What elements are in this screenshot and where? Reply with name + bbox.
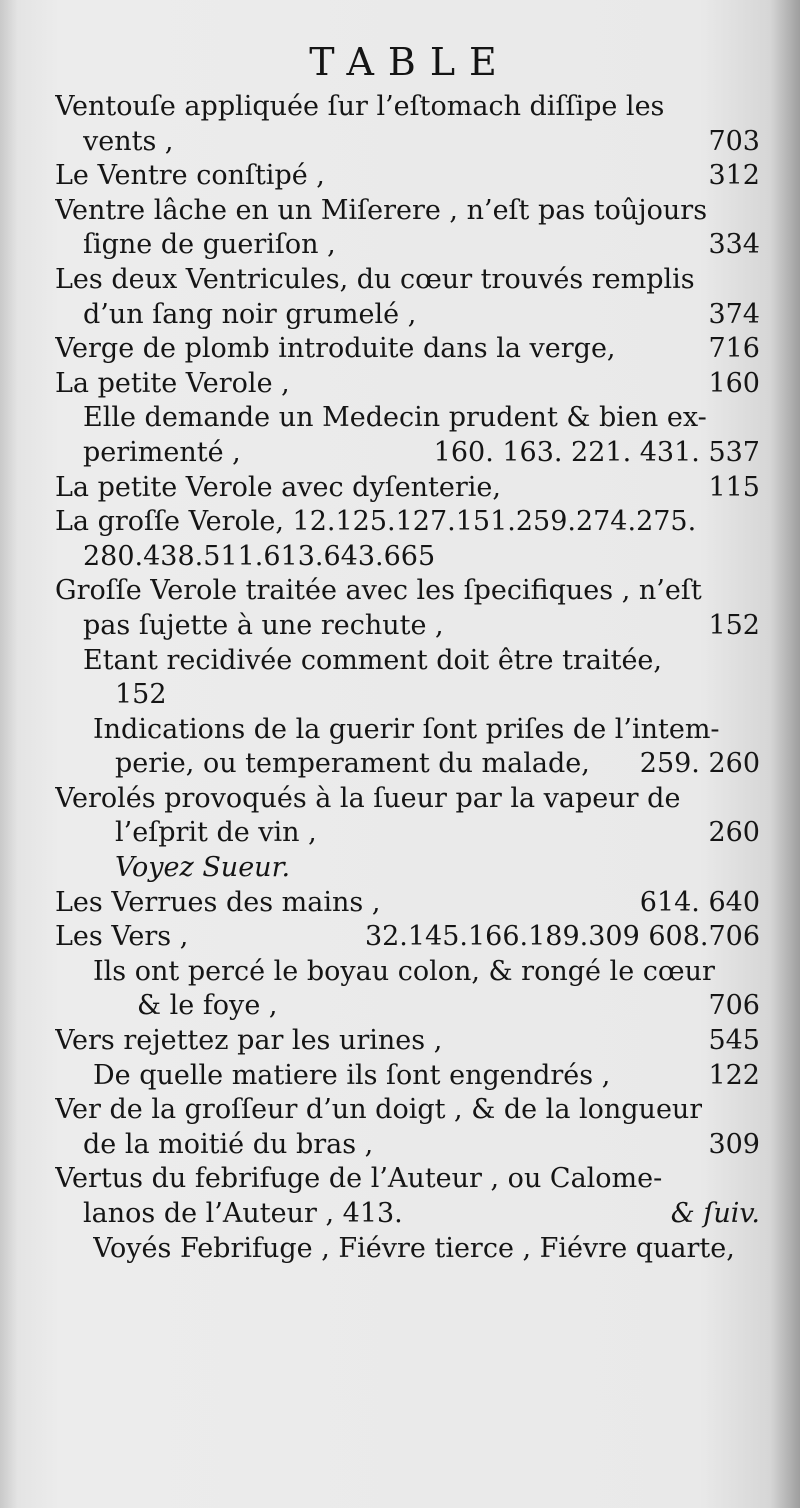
index-text: & le foye , — [137, 990, 278, 1022]
index-line — [55, 332, 760, 367]
page-ref — [748, 1232, 760, 1267]
page-ref: 160 — [708, 367, 760, 399]
index-line — [55, 401, 760, 436]
index-text: lanos de l’Auteur , 413. — [83, 1198, 403, 1229]
index-line — [55, 1024, 760, 1059]
index-line — [55, 609, 760, 644]
index-text: d’un ſang noir grumelé , — [83, 298, 417, 330]
page-ref: 545 — [708, 1025, 760, 1057]
index-line — [55, 955, 760, 990]
index-line — [55, 782, 760, 817]
page-ref: 312 — [708, 160, 760, 192]
page-ref — [748, 505, 760, 540]
index-text: Ver de la groſſeur d’un doigt , & de la longueur — [55, 1094, 703, 1126]
page-ref: 309 — [708, 1128, 760, 1160]
index-line — [55, 1197, 760, 1232]
index-line — [55, 574, 760, 609]
index-line — [55, 505, 760, 540]
index-text: Vers rejettez par les urines , — [55, 1025, 443, 1057]
page-ref — [748, 540, 760, 575]
index-line — [55, 436, 760, 471]
index-text: De quelle matiere ils ſont engendrés , — [93, 1059, 611, 1091]
page-ref — [748, 194, 760, 229]
index-line — [55, 194, 760, 229]
page-ref: 334 — [708, 229, 760, 261]
index-line — [55, 125, 760, 160]
index-line — [55, 90, 760, 125]
index-line — [55, 159, 760, 194]
page-ref: 716 — [708, 333, 760, 365]
index-text: Ils ont percé le boyau colon, & rongé le cœur — [93, 955, 715, 987]
index-text: Voyés Febrifuge , Fiévre tierce , Fiévre quarte, — [93, 1232, 735, 1264]
index-text: Elle demande un Medecin prudent & bien ex- — [83, 402, 707, 434]
page-ref: 614. 640 — [639, 886, 760, 918]
page-ref: 706 — [708, 990, 760, 1022]
index-text: La petite Verole , — [55, 367, 290, 399]
index-line — [55, 1059, 760, 1094]
index-text: Verolés provoqués à la ſueur par la vapeur de — [55, 782, 681, 814]
index-line — [55, 747, 760, 782]
index-text: vents , — [83, 125, 174, 157]
index-text: La petite Verole avec dyſenterie, — [55, 471, 501, 503]
page-ref: 32.145.166.189.309 608.706 — [364, 921, 760, 953]
index-line — [55, 367, 760, 402]
index-text: Etant recidivée comment doit être traitée, — [83, 644, 662, 676]
index-text: Les deux Ventricules, du cœur trouvés remplis — [55, 263, 695, 295]
page-ref — [748, 90, 760, 125]
index-line — [55, 920, 760, 955]
index-line — [55, 540, 760, 575]
index-text: perimenté , — [83, 436, 241, 468]
page-ref — [748, 782, 760, 817]
page-ref: 122 — [708, 1059, 760, 1091]
index-line — [55, 644, 760, 679]
index-line — [55, 1232, 760, 1267]
index-text: Ventre lâche en un Miſerere , n’eſt pas toûjours — [55, 194, 708, 226]
page-ref — [748, 955, 760, 990]
index-text: Les Verrues des mains , — [55, 886, 381, 918]
page-ref — [748, 574, 760, 609]
index-line — [55, 713, 760, 748]
page-ref: 259. 260 — [639, 748, 760, 780]
index-line — [55, 1093, 760, 1128]
index-text: Le Ventre conſtipé , — [55, 160, 325, 192]
index-text: Voyez Sueur. — [115, 852, 291, 884]
index-line — [55, 678, 760, 713]
index-text: 152 — [115, 679, 167, 711]
index-text: La groſſe Verole, 12.125.127.151.259.274.275. — [55, 506, 697, 538]
index-line — [55, 816, 760, 851]
index-line — [55, 1162, 760, 1197]
index-text: Verge de plomb introduite dans la verge, — [55, 333, 616, 365]
page-ref — [748, 851, 760, 886]
index-line — [55, 886, 760, 921]
index-line — [55, 228, 760, 263]
index-text: Groſſe Verole traitée avec les ſpecifiques , n’eſt — [55, 575, 702, 607]
page-ref — [748, 713, 760, 748]
page-ref — [748, 678, 760, 713]
index-text: l’eſprit de vin , — [115, 817, 317, 849]
index-line — [55, 989, 760, 1024]
page-ref — [748, 263, 760, 298]
index-line — [55, 1128, 760, 1163]
index-line — [55, 851, 760, 886]
index-text: Indications de la guerir ſont priſes de l’intem- — [93, 713, 720, 745]
index-line — [55, 298, 760, 333]
page-ref: 160. 163. 221. 431. 537 — [433, 436, 760, 468]
page-ref — [748, 401, 760, 436]
page-ref: 374 — [708, 298, 760, 330]
index-text: pas ſujette à une rechute , — [83, 609, 444, 641]
index-entries — [55, 90, 760, 1266]
index-line — [55, 263, 760, 298]
index-text: Vertus du febrifuge de l’Auteur , ou Calome- — [55, 1163, 663, 1195]
page-ref: & ſuiv. — [670, 1198, 760, 1229]
page-ref — [748, 1162, 760, 1197]
index-text: perie, ou temperament du malade, — [115, 748, 590, 780]
page-ref: 152 — [708, 609, 760, 641]
page-ref — [748, 1093, 760, 1128]
page-ref: 260 — [708, 817, 760, 849]
index-text: Les Vers , — [55, 921, 189, 953]
index-text: de la moitié du bras , — [83, 1128, 374, 1160]
index-text: ſigne de gueriſon , — [83, 229, 336, 261]
index-line — [55, 471, 760, 506]
index-text: Ventouſe appliquée ſur l’eſtomach diſſipe les — [55, 91, 665, 122]
page-ref: 703 — [708, 125, 760, 157]
page-ref: 115 — [708, 471, 760, 503]
page-ref — [748, 644, 760, 679]
index-text: 280.438.511.613.643.665 — [83, 540, 436, 572]
page-title: TABLE — [309, 40, 511, 84]
